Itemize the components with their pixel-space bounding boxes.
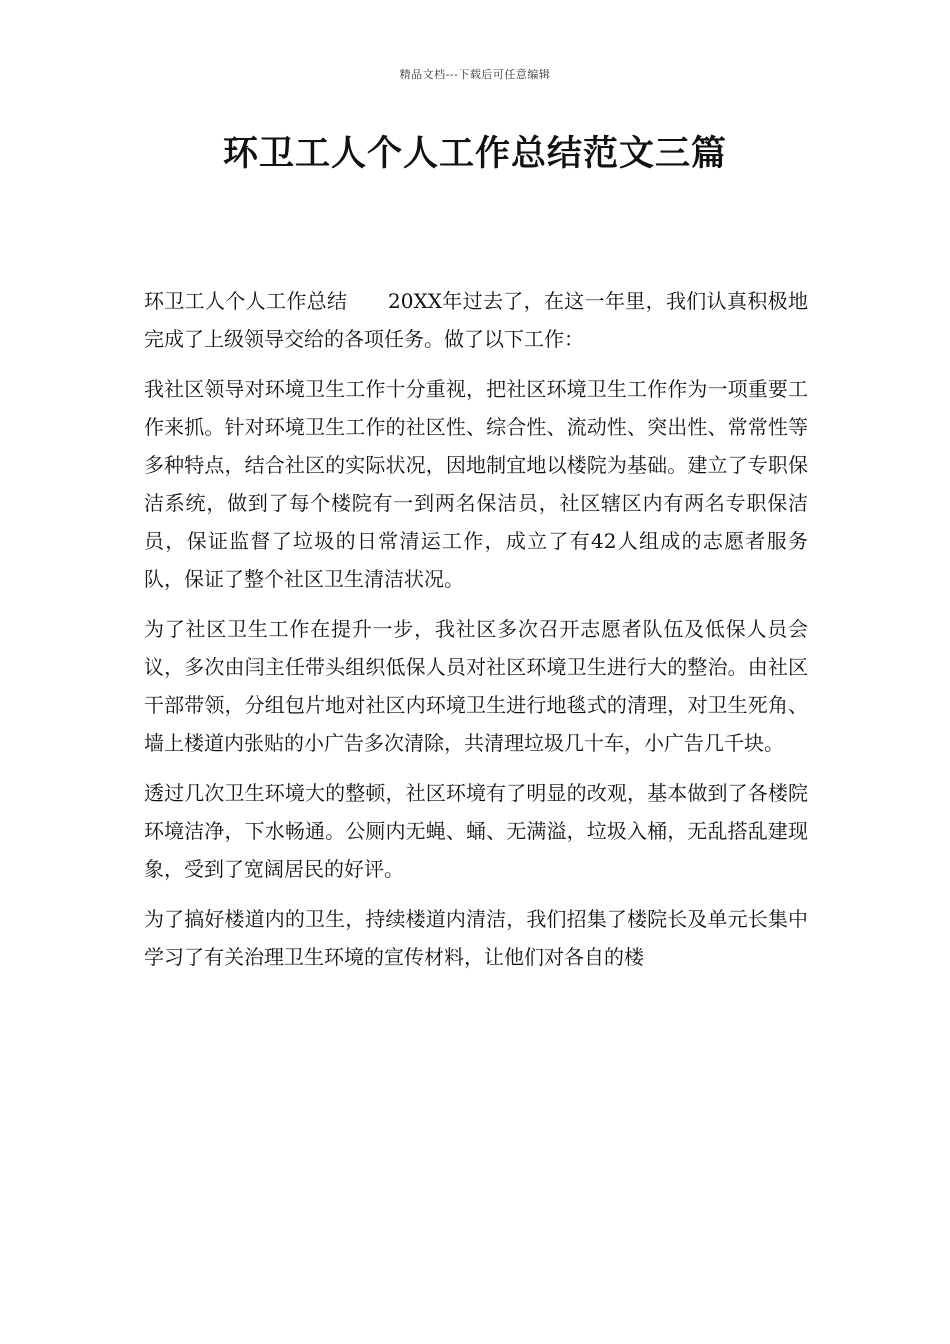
document-title: 环卫工人个人工作总结范文三篇: [222, 133, 727, 174]
paragraph: 我社区领导对环境卫生工作十分重视，把社区环境卫生工作作为一项重要工作来抓。针对环境卫生工作的社区性、综合性、流动性、突出性、常常性等多种特点，结合社区的实际状况，因地制宜地以楼院为基础。建立了专职保洁系统，做到了每个楼院有一到两名保洁员，社区辖区内有两名专职保洁员，保证监督了垃圾的日常清运工作，成立了有42人组成的志愿者服务队，保证了整个社区卫生清洁状况。: [144, 377, 808, 591]
header-note: 精品文档---下载后可任意编辑: [399, 68, 551, 81]
paragraph: 透过几次卫生环境大的整顿，社区环境有了明显的改观，基本做到了各楼院环境洁净，下水畅通。公厕内无蝇、蛹、无满溢，垃圾入桶，无乱搭乱建现象，受到了宽阔居民的好评。: [144, 781, 808, 881]
paragraph: 环卫工人个人工作总结 20XX年过去了，在这一年里，我们认真积极地完成了上级领导交给的各项任务。做了以下工作：: [144, 289, 808, 351]
document-body: [144, 282, 808, 988]
paragraph: 为了社区卫生工作在提升一步，我社区多次召开志愿者队伍及低保人员会议，多次由闫主任带头组织低保人员对社区环境卫生进行大的整治。由社区干部带领，分组包片地对社区内环境卫生进行地毯式的清理，对卫生死角、墙上楼道内张贴的小广告多次清除，共清理垃圾几十车，小广告几千块。: [144, 617, 808, 755]
paragraph: 为了搞好楼道内的卫生，持续楼道内清洁，我们招集了楼院长及单元长集中学习了有关治理卫生环境的宣传材料，让他们对各自的楼: [144, 907, 808, 969]
